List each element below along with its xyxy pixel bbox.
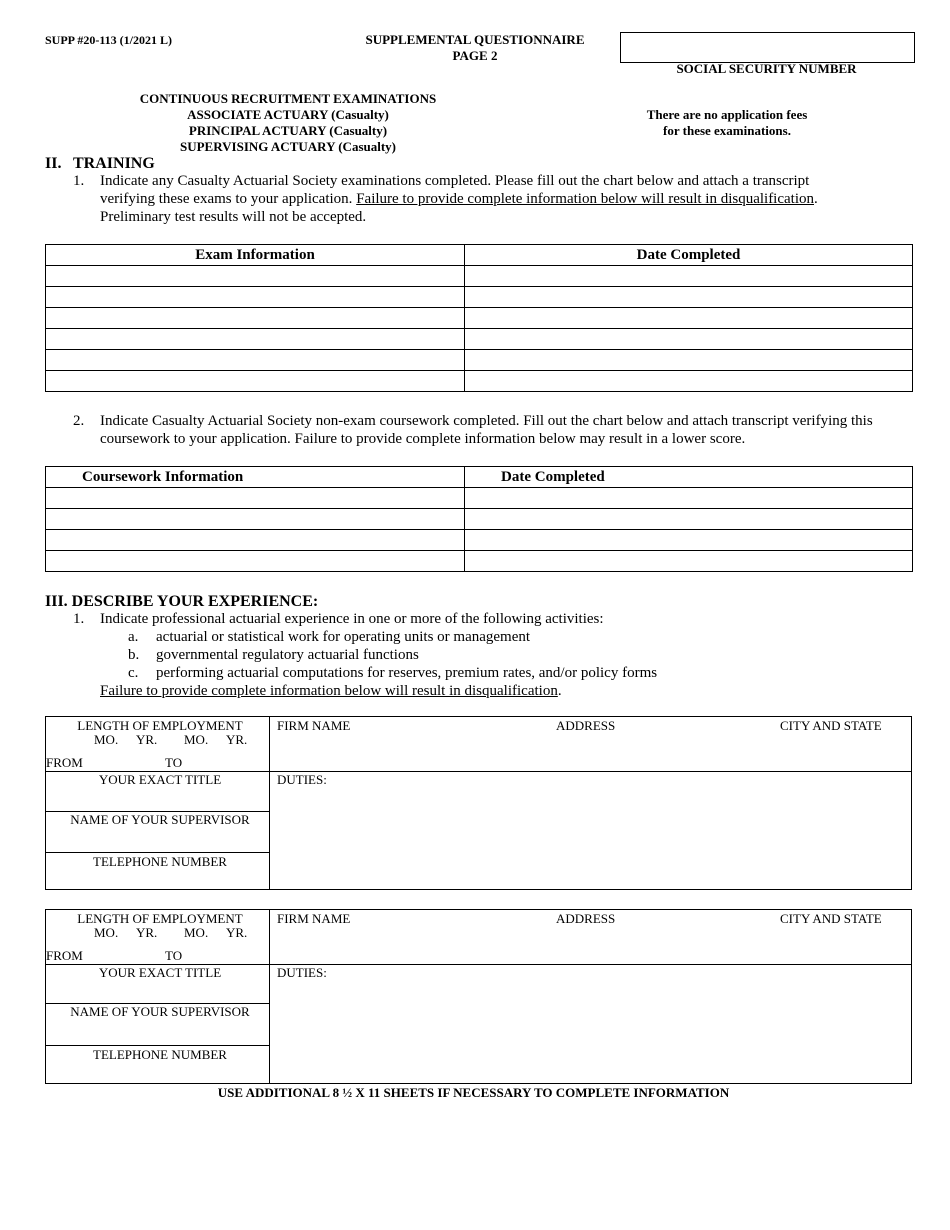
length-label: LENGTH OF EMPLOYMENT: [77, 718, 243, 733]
mo-from-label: MO.: [94, 925, 119, 940]
coursework-table: [45, 466, 913, 572]
fees-line2: for these examinations.: [663, 123, 791, 138]
to-label: TO: [165, 948, 183, 963]
coursework-table-header: [46, 467, 913, 488]
sub-c-letter: c.: [128, 665, 139, 681]
sub-b-text: governmental regulatory actuarial functions: [156, 647, 419, 663]
sub-a-text: actuarial or statistical work for operating units or management: [156, 629, 531, 645]
exam-table-header: [46, 245, 913, 266]
table-row: [46, 530, 913, 551]
supervisor-label: NAME OF YOUR SUPERVISOR: [70, 1004, 250, 1019]
exam-title-line4: SUPERVISING ACTUARY (Casualty): [179, 139, 397, 154]
yr-from-label: YR.: [136, 925, 158, 940]
box-divider: [46, 1045, 269, 1046]
form-id: SUPP #20-113 (1/2021 L): [45, 33, 173, 47]
table-row: [46, 509, 913, 530]
experience-warning-text: Failure to provide complete information below will result in disqualification: [100, 683, 558, 699]
supervisor-label: NAME OF YOUR SUPERVISOR: [70, 812, 250, 827]
length-label: LENGTH OF EMPLOYMENT: [77, 911, 243, 926]
form-title-line2: PAGE 2: [452, 48, 498, 63]
date-completed-cell[interactable]: [465, 509, 913, 530]
exam-title-line2: ASSOCIATE ACTUARY (Casualty): [187, 107, 389, 122]
date-completed-cell[interactable]: [465, 371, 913, 392]
firm-name-label: FIRM NAME: [277, 718, 351, 733]
firm-name-label: FIRM NAME: [277, 911, 351, 926]
training-item2-num: 2.: [73, 413, 85, 429]
date-completed-cell[interactable]: [465, 488, 913, 509]
date-completed-cell[interactable]: [465, 350, 913, 371]
table-row: [46, 287, 913, 308]
yr-to-label: YR.: [226, 732, 248, 747]
city-state-label: CITY AND STATE: [780, 911, 882, 926]
table-row: [46, 266, 913, 287]
training-heading: TRAINING: [73, 155, 155, 172]
address-label: ADDRESS: [556, 911, 616, 926]
exam-table-col-date: Date Completed: [465, 245, 913, 266]
mo-to-label: MO.: [184, 732, 209, 747]
ssn-input[interactable]: [620, 32, 915, 63]
ssn-label: SOCIAL SECURITY NUMBER: [676, 61, 857, 76]
mo-from-label: MO.: [94, 732, 119, 747]
table-row: [46, 371, 913, 392]
city-state-label: CITY AND STATE: [780, 718, 882, 733]
exam-info-cell[interactable]: [46, 266, 465, 287]
footer-note: USE ADDITIONAL 8 ½ X 11 SHEETS IF NECESSARY TO COMPLETE INFORMATION: [217, 1085, 730, 1100]
experience-heading: III. DESCRIBE YOUR EXPERIENCE:: [45, 593, 319, 610]
table-row: [46, 488, 913, 509]
experience-item1-num: 1.: [73, 611, 85, 627]
experience-item1-text: Indicate professional actuarial experience in one or more of the following activities:: [100, 611, 604, 627]
from-label: FROM: [46, 755, 83, 770]
table-row: [46, 329, 913, 350]
employment-box: [45, 909, 912, 1084]
table-row: [46, 551, 913, 572]
address-label: ADDRESS: [556, 718, 616, 733]
exam-table-col-exam: Exam Information: [46, 245, 465, 266]
training-item1-line2-post: .: [814, 191, 818, 207]
date-completed-cell[interactable]: [465, 266, 913, 287]
exam-info-cell[interactable]: [46, 329, 465, 350]
title-label: YOUR EXACT TITLE: [98, 772, 222, 787]
phone-label: TELEPHONE NUMBER: [93, 854, 227, 869]
experience-warning-post: .: [557, 683, 562, 699]
yr-from-label: YR.: [136, 732, 158, 747]
coursework-info-cell[interactable]: [46, 551, 465, 572]
experience-warning: [100, 683, 562, 700]
fees-line1: There are no application fees: [646, 107, 808, 122]
form-title-line1: SUPPLEMENTAL QUESTIONNAIRE: [365, 32, 585, 47]
training-item1-line2: [100, 191, 818, 208]
coursework-table-col-date: Date Completed: [465, 467, 913, 488]
yr-to-label: YR.: [226, 925, 248, 940]
exam-info-cell[interactable]: [46, 287, 465, 308]
table-row: [46, 308, 913, 329]
date-completed-cell[interactable]: [465, 308, 913, 329]
table-row: [46, 350, 913, 371]
training-item1-line3: Preliminary test results will not be accepted.: [100, 209, 367, 225]
date-completed-cell[interactable]: [465, 287, 913, 308]
form-title: [340, 32, 610, 64]
exam-info-cell[interactable]: [46, 371, 465, 392]
fees-notice: [612, 107, 842, 139]
duties-label: DUTIES:: [277, 965, 327, 980]
exam-table: [45, 244, 913, 392]
sub-a-letter: a.: [128, 629, 139, 645]
training-item1-warning: Failure to provide complete information below will result in disqualification: [356, 191, 815, 207]
training-item2-line2: coursework to your application. Failure to provide complete information below may result in a lower score.: [100, 431, 746, 447]
training-item1-line2-pre: verifying these exams to your application.: [100, 191, 357, 207]
coursework-table-col-info: Coursework Information: [46, 467, 465, 488]
coursework-info-cell[interactable]: [46, 509, 465, 530]
title-label: YOUR EXACT TITLE: [98, 965, 222, 980]
phone-label: TELEPHONE NUMBER: [93, 1047, 227, 1062]
from-label: FROM: [46, 948, 83, 963]
training-item2-line1: Indicate Casualty Actuarial Society non-exam coursework completed. Fill out the chart below and attach transcript verifying this: [100, 413, 873, 429]
training-item1-line1: Indicate any Casualty Actuarial Society examinations completed. Please fill out the chart below and attach a transcript: [100, 173, 810, 189]
coursework-info-cell[interactable]: [46, 488, 465, 509]
exam-title-line3: PRINCIPAL ACTUARY (Casualty): [188, 123, 388, 138]
employment-box: [45, 716, 912, 890]
mo-to-label: MO.: [184, 925, 209, 940]
training-item1-num: 1.: [73, 173, 85, 189]
to-label: TO: [165, 755, 183, 770]
duties-label: DUTIES:: [277, 772, 327, 787]
date-completed-cell[interactable]: [465, 329, 913, 350]
exam-info-cell[interactable]: [46, 350, 465, 371]
training-heading-num: II.: [45, 155, 62, 172]
exam-info-cell[interactable]: [46, 308, 465, 329]
exam-title-line1: CONTINUOUS RECRUITMENT EXAMINATIONS: [139, 91, 437, 106]
date-completed-cell[interactable]: [465, 551, 913, 572]
box-divider: [46, 852, 269, 853]
sub-c-text: performing actuarial computations for reserves, premium rates, and/or policy forms: [156, 665, 658, 681]
date-completed-cell[interactable]: [465, 530, 913, 551]
exam-titles: [100, 91, 476, 155]
sub-b-letter: b.: [128, 647, 140, 663]
coursework-info-cell[interactable]: [46, 530, 465, 551]
